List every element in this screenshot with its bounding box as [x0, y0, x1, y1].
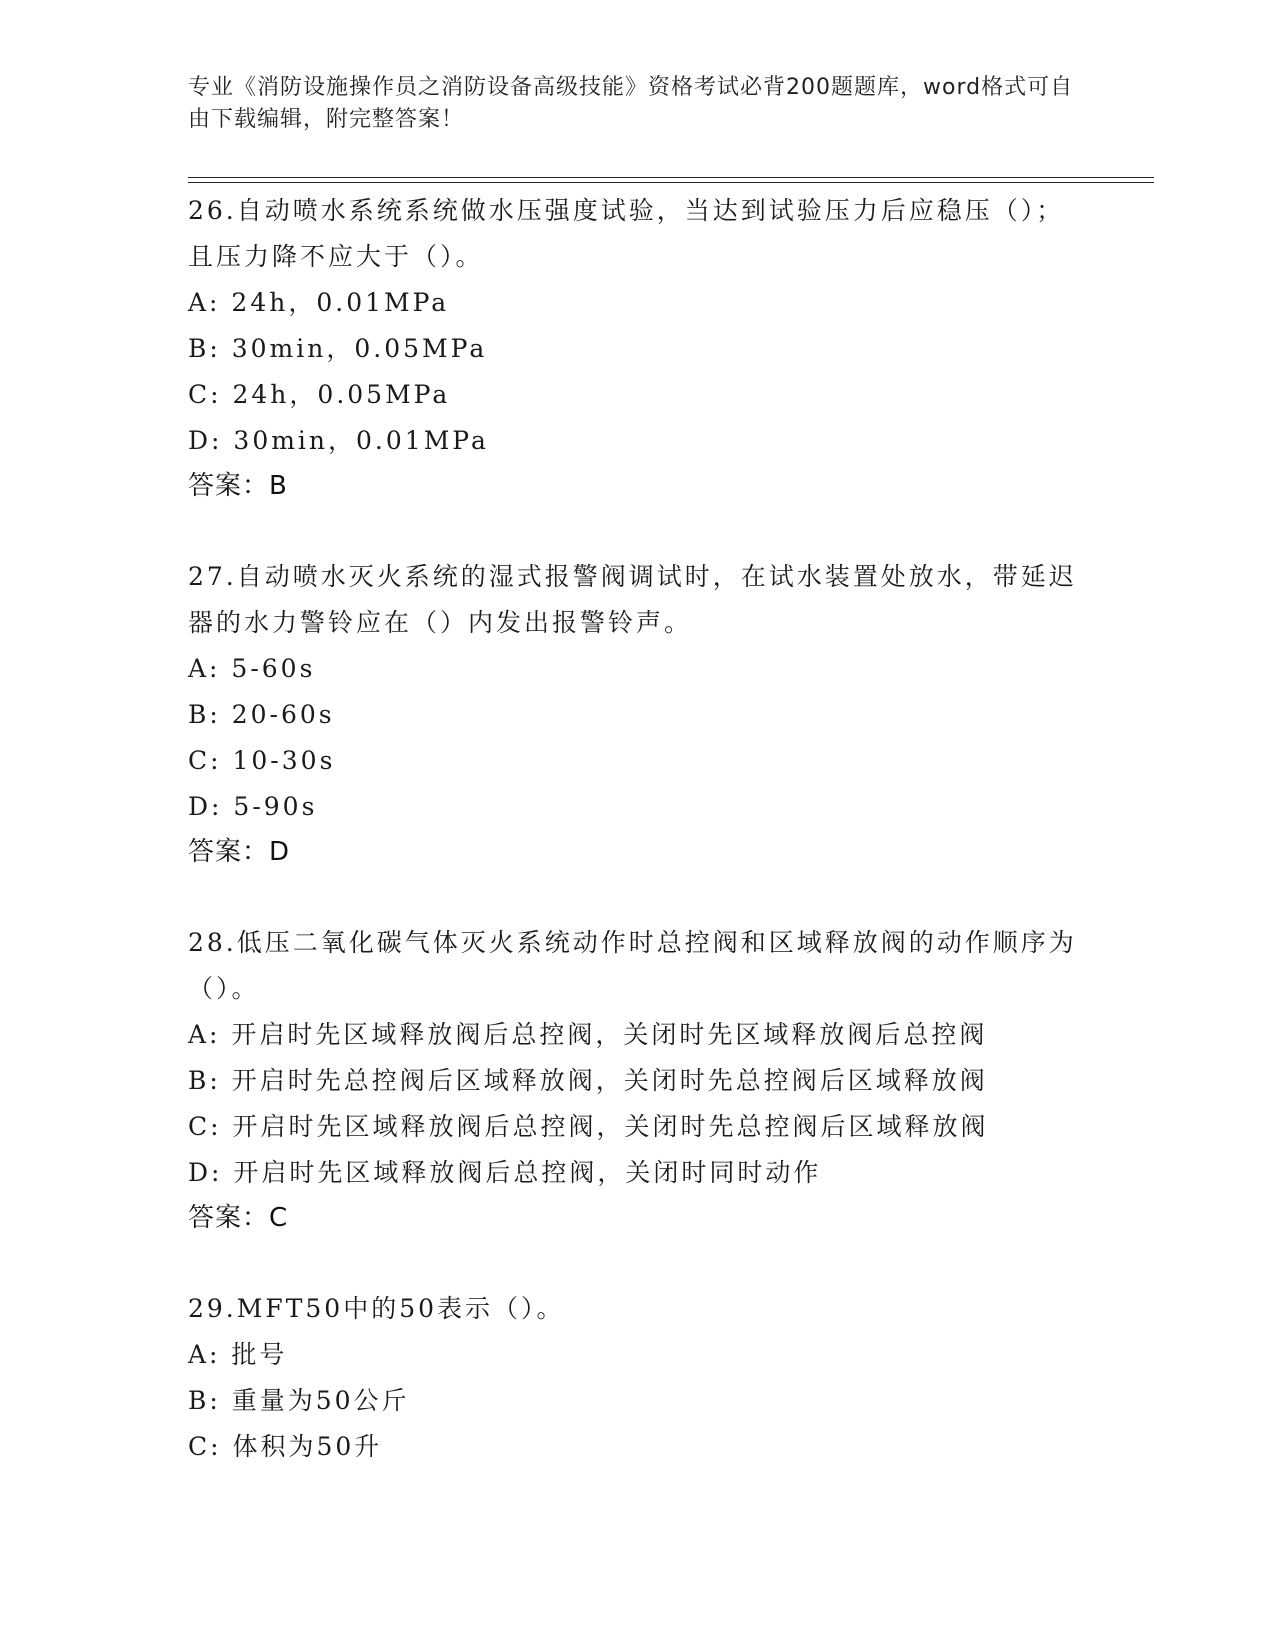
question-text: 28.低压二氧化碳气体灭火系统动作时总控阀和区域释放阀的动作顺序为（）。	[188, 928, 1077, 1003]
option-a: A: 批号	[188, 1340, 288, 1369]
question-26	[188, 188, 1088, 508]
option-b: B: 20-60s	[188, 700, 335, 729]
answer-line: 答案：D	[188, 837, 291, 867]
header-rule-bottom	[188, 182, 1154, 183]
question-list	[188, 188, 1088, 1516]
question-28	[188, 920, 1088, 1240]
option-a: A: 24h，0.01MPa	[188, 288, 450, 317]
answer-line: 答案：B	[188, 471, 288, 501]
question-text: 26.自动喷水系统系统做水压强度试验，当达到试验压力后应稳压（）；且压力降不应大于（）。	[188, 196, 1065, 271]
question-27	[188, 554, 1088, 874]
question-text: 29.MFT50中的50表示（）。	[188, 1294, 565, 1323]
option-d: D: 5-90s	[188, 792, 318, 821]
option-c: C: 开启时先区域释放阀后总控阀，关闭时先总控阀后区域释放阀	[188, 1112, 989, 1141]
option-d: D: 30min，0.01MPa	[188, 426, 489, 455]
option-c: C: 24h，0.05MPa	[188, 380, 451, 409]
option-c: C: 体积为50升	[188, 1432, 383, 1461]
option-b: B: 重量为50公斤	[188, 1386, 410, 1415]
option-d: D: 开启时先区域释放阀后总控阀，关闭时同时动作	[188, 1158, 822, 1187]
answer-line: 答案：C	[188, 1203, 289, 1233]
document-header: 专业《消防设施操作员之消防设备高级技能》资格考试必背200题题库，word格式可自由下载编辑，附完整答案！	[188, 75, 1074, 132]
question-text: 27.自动喷水灭火系统的湿式报警阀调试时，在试水装置处放水，带延迟器的水力警铃应在（）内发出报警铃声。	[188, 562, 1077, 637]
option-b: B: 开启时先总控阀后区域释放阀，关闭时先总控阀后区域释放阀	[188, 1066, 988, 1095]
option-b: B: 30min，0.05MPa	[188, 334, 488, 363]
option-c: C: 10-30s	[188, 746, 336, 775]
question-29	[188, 1286, 1088, 1470]
option-a: A: 开启时先区域释放阀后总控阀，关闭时先区域释放阀后总控阀	[188, 1020, 988, 1049]
header-rule-top	[188, 177, 1154, 178]
option-a: A: 5-60s	[188, 654, 316, 683]
